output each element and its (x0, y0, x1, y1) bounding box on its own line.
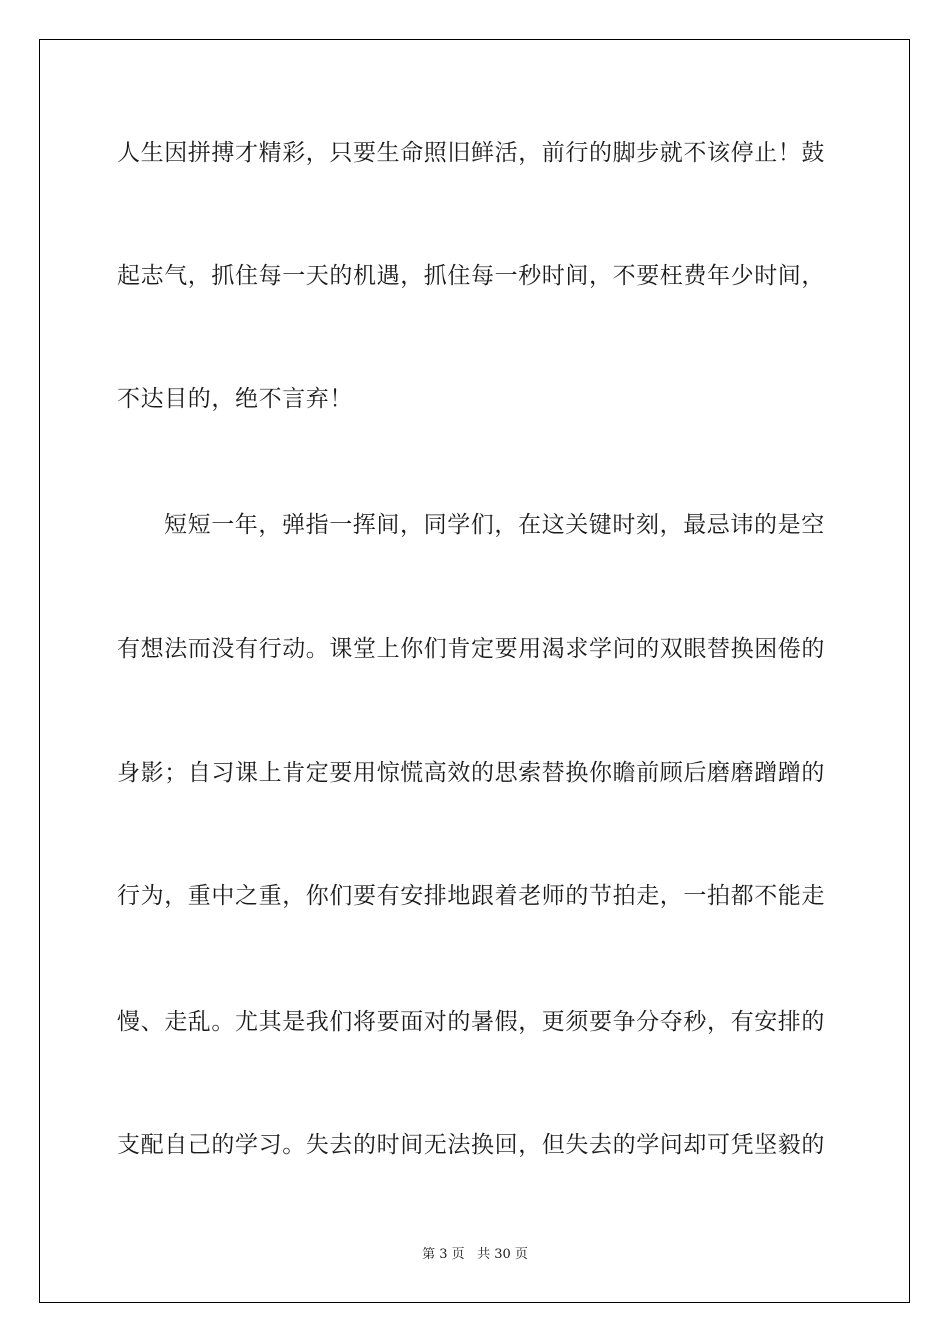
text-line-1: 人生因拼搏才精彩，只要生命照旧鲜活，前行的脚步就不该停止！鼓 (117, 140, 825, 166)
text-line-8: 慢、走乱。尤其是我们将要面对的暑假，更须要争分夺秒，有安排的 (117, 1009, 825, 1035)
text-line-9: 支配自己的学习。失去的时间无法换回，但失去的学问却可凭坚毅的 (117, 1132, 825, 1158)
page-footer (0, 1246, 950, 1264)
text-line-3: 不达目的，绝不言弃！ (117, 386, 353, 412)
page-total: 共 30 页 (477, 1247, 528, 1262)
text-line-7: 行为，重中之重，你们要有安排地跟着老师的节拍走，一拍都不能走 (117, 883, 825, 909)
text-line-2: 起志气，抓住每一天的机遇，抓住每一秒时间，不要枉费年少时间， (117, 263, 825, 289)
text-line-6: 身影；自习课上肯定要用惊慌高效的思索替换你瞻前顾后磨磨蹭蹭的 (117, 760, 825, 786)
page-border (39, 39, 910, 1303)
text-line-5: 有想法而没有行动。课堂上你们肯定要用渴求学问的双眼替换困倦的 (117, 636, 825, 662)
text-line-4: 短短一年，弹指一挥间，同学们，在这关键时刻，最忌讳的是空 (164, 512, 825, 538)
page-number: 第 3 页 (422, 1247, 465, 1262)
